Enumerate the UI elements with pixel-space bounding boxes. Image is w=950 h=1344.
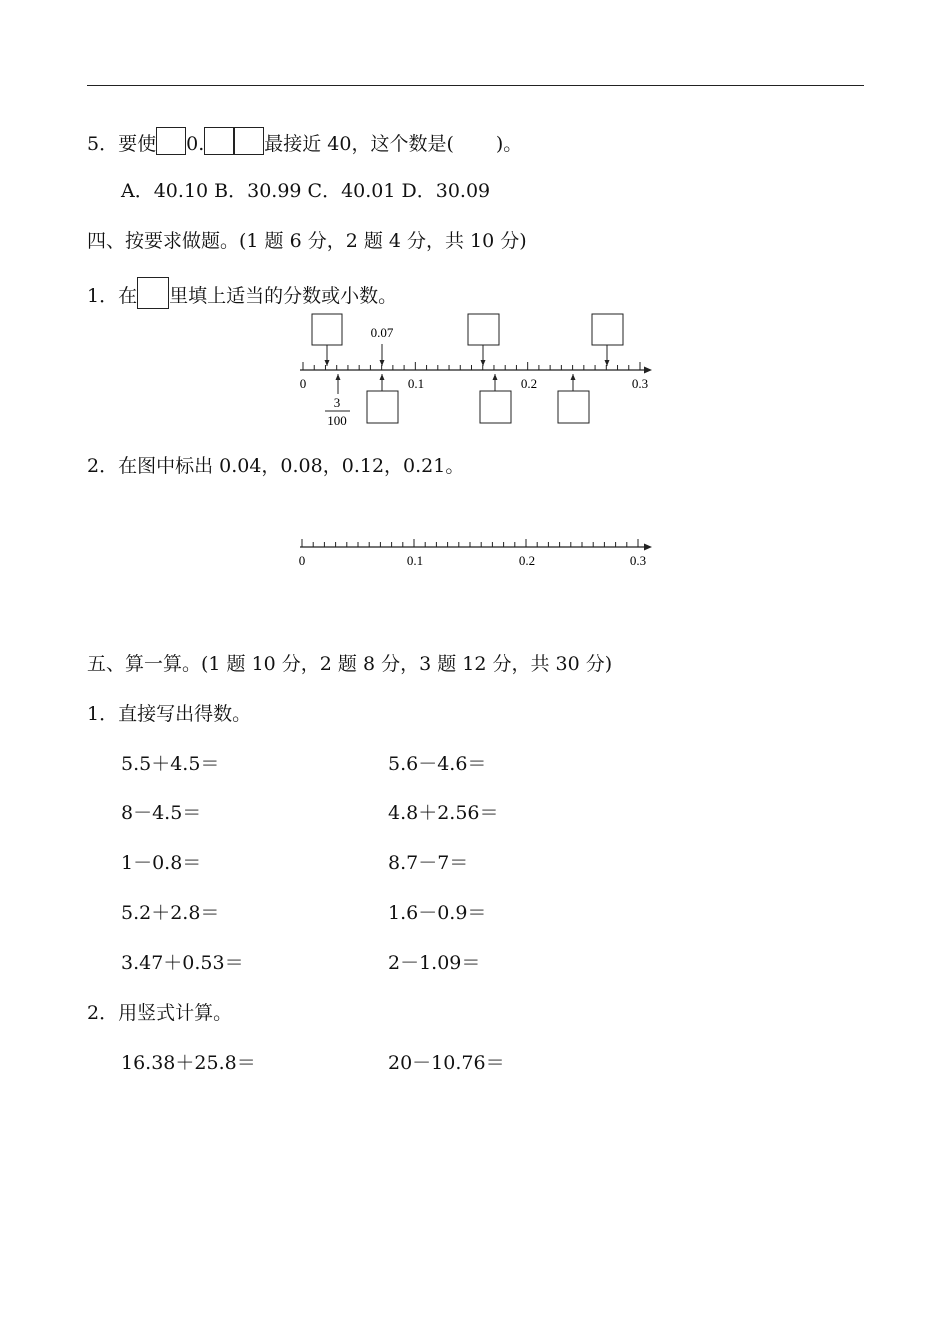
tick-label-0.1: 0.1 [407, 376, 425, 391]
number-line-ticks [302, 539, 638, 547]
expression: 5.2＋2.8＝ [121, 902, 220, 924]
tick-label-0.1: 0.1 [406, 553, 424, 568]
section-4-title: 四、按要求做题。(1 题 6 分，2 题 4 分，共 10 分) [87, 230, 527, 252]
expression: 8.7－7＝ [388, 852, 469, 874]
expression: 16.38＋25.8＝ [121, 1052, 256, 1074]
expression: 20－10.76＝ [388, 1052, 505, 1074]
q5-prefix: 要使 [118, 133, 157, 155]
arrow-down-icon [481, 360, 486, 366]
question-5 [87, 127, 522, 156]
section-5-q1: 1．直接写出得数。 [87, 703, 252, 725]
number-line-ticks [303, 362, 640, 370]
arrow-down-icon [605, 360, 610, 366]
section-4-q1 [87, 277, 397, 309]
answer-box[interactable] [468, 314, 499, 345]
tick-label-0.2: 0.2 [518, 553, 536, 568]
expression: 5.6－4.6＝ [388, 753, 487, 775]
label-0.07: 0.07 [370, 325, 394, 340]
arrow-up-icon [571, 374, 576, 380]
section-5-title: 五、算一算。(1 题 10 分，2 题 8 分，3 题 12 分，共 30 分) [87, 653, 613, 675]
arrow-up-icon [336, 374, 341, 380]
header-rule [87, 85, 864, 86]
s4q1-prefix: 在 [118, 285, 138, 307]
answer-box [137, 277, 169, 309]
expression: 3.47＋0.53＝ [121, 952, 244, 974]
arrow-up-icon [380, 374, 385, 380]
expression: 8－4.5＝ [121, 802, 202, 824]
answer-box[interactable] [156, 127, 186, 155]
expression: 2－1.09＝ [388, 952, 481, 974]
arrow-head-icon [644, 544, 652, 551]
tick-label-0: 0 [299, 376, 307, 391]
expression: 1－0.8＝ [121, 852, 202, 874]
answer-box[interactable] [480, 391, 511, 423]
q5-number: 5． [87, 133, 119, 155]
answer-box[interactable] [558, 391, 589, 423]
expression: 4.8＋2.56＝ [388, 802, 499, 824]
q5-close: )。 [495, 133, 523, 155]
fraction-numerator: 3 [333, 395, 341, 410]
q5-options: A．40.10 B．30.99 C．40.01 D．30.09 [121, 180, 491, 202]
number-line-figure-2[interactable] [290, 530, 660, 575]
arrow-head-icon [644, 367, 652, 374]
expression: 1.6－0.9＝ [388, 902, 487, 924]
tick-label-0.2: 0.2 [520, 376, 538, 391]
tick-label-0.3: 0.3 [631, 376, 649, 391]
s4q1-suffix: 里填上适当的分数或小数。 [169, 285, 398, 307]
section-4-q2: 2．在图中标出 0.04，0.08，0.12，0.21。 [87, 455, 465, 477]
tick-label-0: 0 [298, 553, 306, 568]
arrow-down-icon [380, 360, 385, 366]
number-line-figure-1 [290, 308, 660, 433]
answer-box[interactable] [234, 127, 264, 155]
s4q1-number: 1． [87, 285, 119, 307]
q5-suffix: 最接近 40，这个数是( [264, 133, 454, 155]
answer-box[interactable] [367, 391, 398, 423]
arrow-up-icon [493, 374, 498, 380]
answer-box[interactable] [204, 127, 234, 155]
q5-zero: 0. [186, 133, 205, 155]
expression: 5.5＋4.5＝ [121, 753, 220, 775]
section-5-q2: 2．用竖式计算。 [87, 1002, 233, 1024]
answer-box[interactable] [312, 314, 342, 345]
fraction-denominator: 100 [327, 413, 347, 428]
tick-label-0.3: 0.3 [629, 553, 647, 568]
answer-box[interactable] [592, 314, 623, 345]
